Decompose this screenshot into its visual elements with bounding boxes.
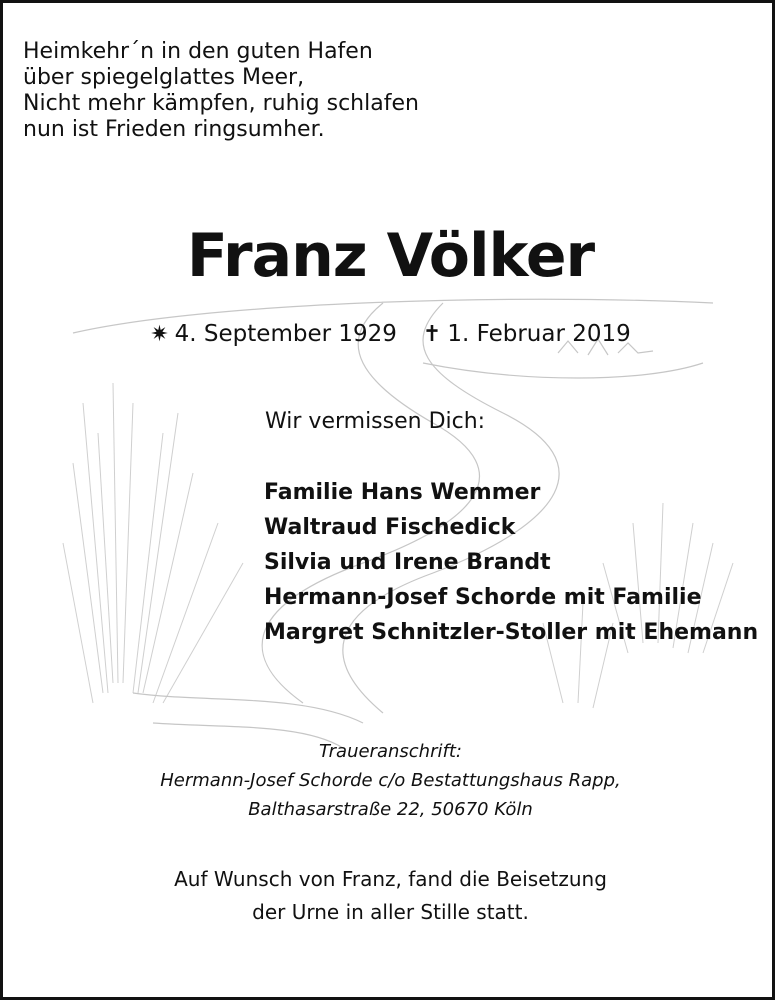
birth-star-icon: ✷	[150, 322, 169, 347]
miss-message: Wir vermissen Dich:	[265, 409, 486, 434]
burial-note-line: der Urne in aller Stille statt.	[252, 900, 529, 924]
death-cross-icon: ✝	[422, 322, 442, 347]
poem-line: nun ist Frieden ringsumher.	[23, 117, 325, 142]
life-dates	[3, 321, 775, 347]
burial-note	[3, 863, 775, 929]
death-date: 1. Februar 2019	[447, 321, 631, 347]
poem-line: Heimkehr´n in den guten Hafen	[23, 39, 373, 64]
birth-date: 4. September 1929	[174, 321, 397, 347]
address-line: Balthasarstraße 22, 50670 Köln	[248, 799, 533, 820]
memorial-poem	[23, 39, 419, 143]
mourner-name: Waltraud Fischedick	[264, 515, 516, 540]
mourning-address	[3, 737, 775, 824]
mourner-name: Silvia und Irene Brandt	[264, 550, 551, 575]
poem-line: über spiegelglattes Meer,	[23, 65, 305, 90]
mourner-name: Familie Hans Wemmer	[264, 480, 541, 505]
mourner-name: Margret Schnitzler-Stoller mit Ehemann	[264, 620, 759, 645]
mourners-list	[264, 475, 758, 650]
deceased-name: Franz Völker	[186, 221, 595, 291]
address-line: Hermann-Josef Schorde c/o Bestattungshaus Rapp,	[160, 770, 621, 791]
mourner-name: Hermann-Josef Schorde mit Familie	[264, 585, 702, 610]
poem-line: Nicht mehr kämpfen, ruhig schlafen	[23, 91, 419, 116]
burial-note-line: Auf Wunsch von Franz, fand die Beisetzung	[174, 867, 607, 891]
address-label: Traueranschrift:	[319, 741, 462, 762]
